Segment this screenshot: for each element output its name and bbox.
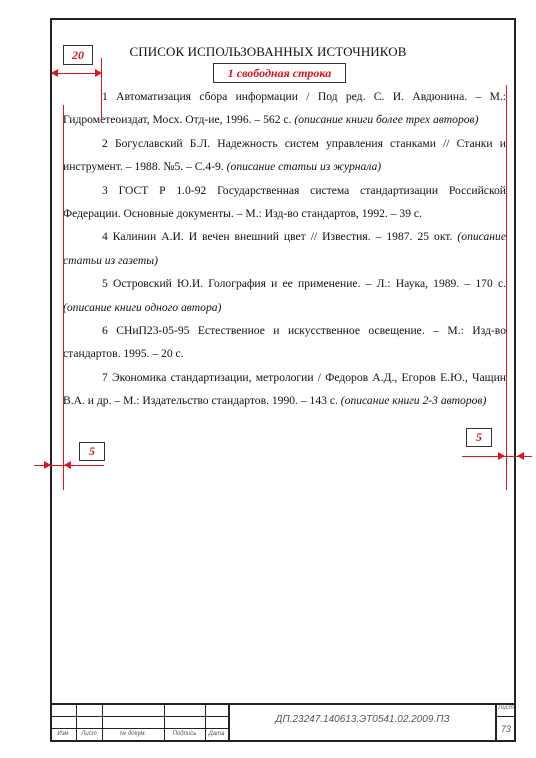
doc-code: ДП.23247.140613.ЭТ0541.02.2009.ПЗ [275,714,450,725]
arrow-right-icon [498,452,505,460]
arrow-left-icon [64,461,71,469]
free-line-label: 1 свободная строка [213,63,346,83]
arrow-right-icon [95,69,102,77]
column-label: Изм [57,731,69,737]
reference-item: 5 Островский Ю.И. Голография и ее применение. – Л.: Наука, 1989. – 170 с. (описание книги одного автора) [63,277,506,314]
arrow-left-icon [517,452,524,460]
text-left-guide [63,105,64,490]
reference-item: 3 ГОСТ Р 1.0-92 Государственная система стандартизации Российской Федерации. Основные документы. – М.: Изд-во стандартов, 1992. – 39 с. [63,183,506,221]
sheet-number: 73 [500,724,511,734]
column-label: Дата [208,731,225,737]
right-dimension-box: 5 [466,428,492,447]
reference-item: 7 Экономика стандартизации, метрологии / Федоров А.Д., Егоров Е.Ю., Чащин В.А. и др. – М.: Издательство стандартов. 1990. – 143 с. (описание книги 2-3 авторов) [63,370,506,408]
reference-item: 2 Богуславский Б.Л. Надежность систем управления станками // Станки и инструмент. – 1988. №5. – С.4-9. (описание статьи из журнала) [63,136,506,174]
left-dimension-box: 5 [79,442,105,461]
reference-list [63,85,506,413]
sheet-label: Лист [498,705,514,711]
arrow-right-icon [44,461,51,469]
page-title: СПИСОК ИСПОЛЬЗОВАННЫХ ИСТОЧНИКОВ [129,44,407,59]
text-right-guide [506,85,507,490]
title-block [50,703,516,742]
reference-item: 4 Калинин А.И. И вечен внешний цвет // Известия. – 1987. 25 окт. (описание статьи из газеты) [63,230,506,267]
arrow-left-icon [51,69,58,77]
top-dimension-box: 20 [63,45,93,65]
column-label: Лист [81,731,97,737]
left-frame-guide [101,58,102,118]
reference-item: 6 СНиП23-05-95 Естественное и искусственное освещение. – М.: Изд-во стандартов. 1995. – 20 с. [63,324,506,361]
column-label: № докум. [119,731,147,737]
column-label: Подпись [172,731,197,737]
reference-item: 1 Автоматизация сбора информации / Под ред. С. И. Авдюнина. – М.: Гидрометеоиздат, Мосх. Отд-ие, 1996. – 562 с. (описание книги более трех авторов) [63,90,506,127]
top-dimension-line [52,73,100,74]
